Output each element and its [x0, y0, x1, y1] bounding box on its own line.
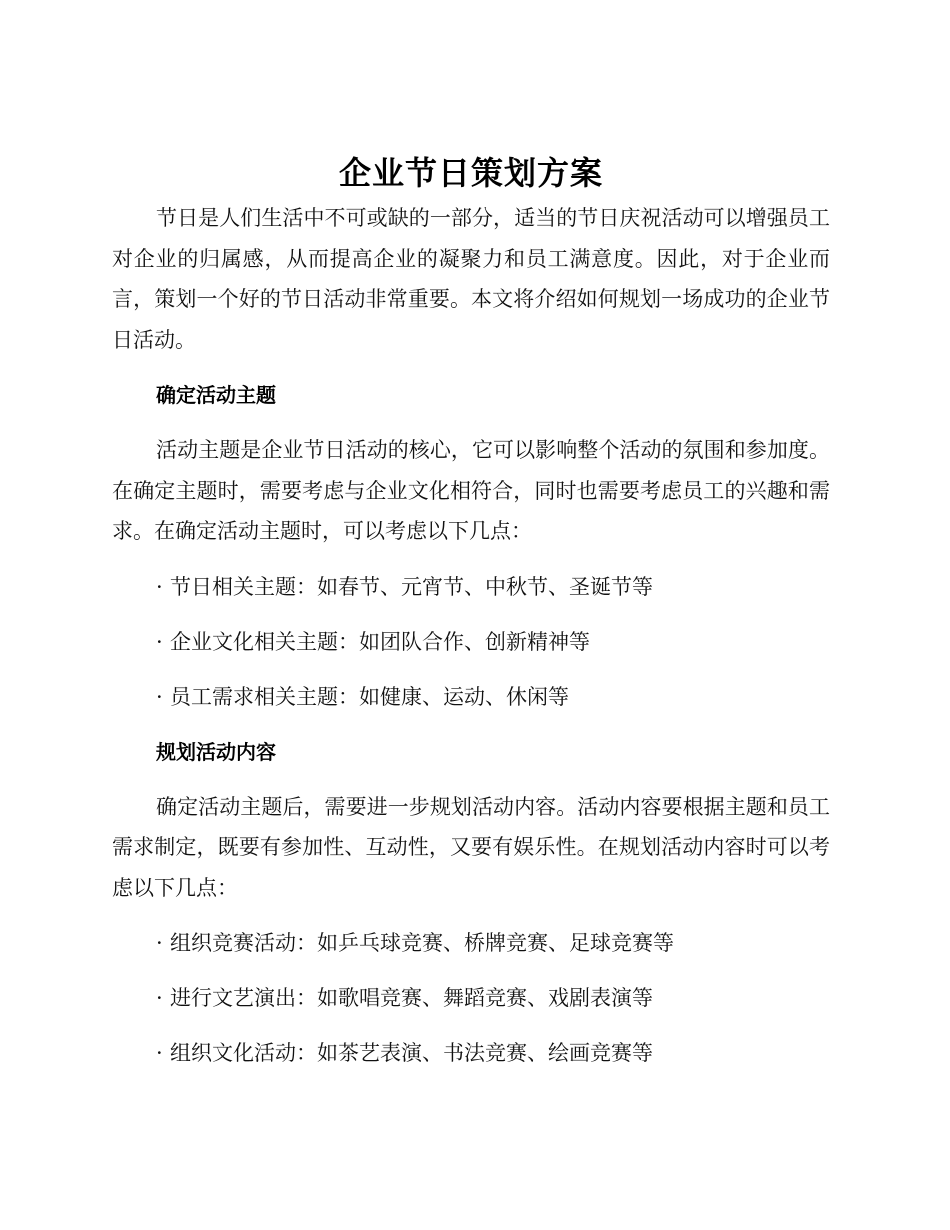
bullet-list	[112, 923, 830, 1073]
list-item: · 进行文艺演出：如歌唱竞赛、舞蹈竞赛、戏剧表演等	[112, 978, 830, 1018]
section-content	[112, 732, 830, 1074]
section-paragraph: 确定活动主题后，需要进一步规划活动内容。活动内容要根据主题和员工需求制定，既要有参加性、互动性，又要有娱乐性。在规划活动内容时可以考虑以下几点：	[112, 794, 830, 900]
bullet-dot-icon: ·	[156, 931, 163, 955]
list-item: · 组织竞赛活动：如乒乓球竞赛、桥牌竞赛、足球竞赛等	[112, 923, 830, 963]
bullet-list	[112, 567, 830, 717]
bullet-dot-icon: ·	[156, 1041, 163, 1065]
section-heading: 确定活动主题	[156, 383, 276, 407]
list-item: · 企业文化相关主题：如团队合作、创新精神等	[112, 622, 830, 662]
section-heading: 规划活动内容	[156, 739, 276, 764]
bullet-dot-icon: ·	[156, 986, 163, 1010]
bullet-dot-icon: ·	[156, 574, 163, 599]
list-item: · 节日相关主题：如春节、元宵节、中秋节、圣诞节等	[112, 567, 830, 607]
section-theme	[112, 375, 830, 717]
document-title: 企业节日策划方案	[338, 154, 603, 192]
list-item: · 组织文化活动：如茶艺表演、书法竞赛、绘画竞赛等	[112, 1033, 830, 1073]
section-paragraph: 活动主题是企业节日活动的核心，它可以影响整个活动的氛围和参加度。在确定主题时，需要考虑与企业文化相符合，同时也需要考虑员工的兴趣和需求。在确定活动主题时，可以考虑以下几点：	[112, 438, 830, 543]
intro-paragraph: 节日是人们生活中不可或缺的一部分，适当的节日庆祝活动可以增强员工对企业的归属感，从而提高企业的凝聚力和员工满意度。因此，对于企业而言，策划一个好的节日活动非常重要。本文将介绍如何规划一场成功的企业节日活动。	[112, 206, 830, 352]
document-page	[112, 0, 830, 1073]
bullet-dot-icon: ·	[156, 629, 163, 654]
bullet-dot-icon: ·	[156, 684, 163, 709]
list-item: · 员工需求相关主题：如健康、运动、休闲等	[112, 677, 830, 717]
